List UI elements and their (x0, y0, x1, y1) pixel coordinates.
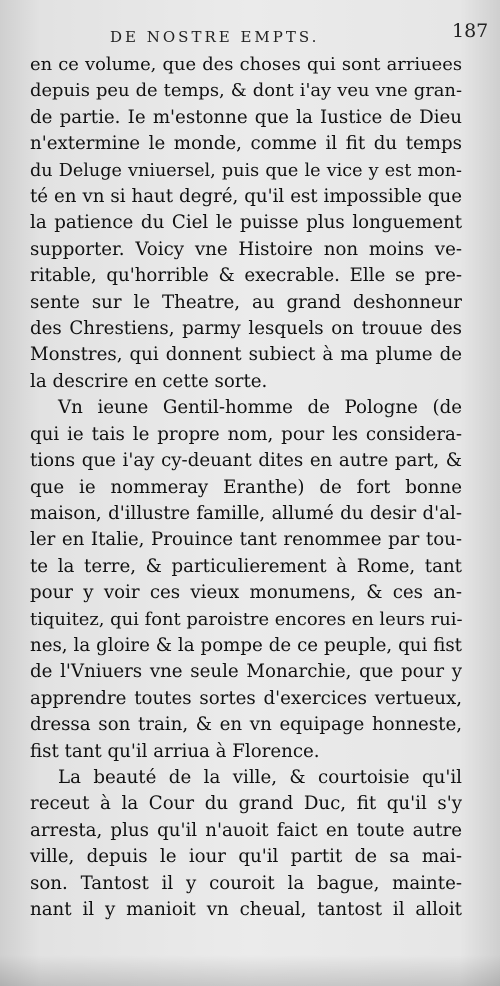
text-line: de l'Vniuers vne seule Monarchie, que pour y (30, 661, 462, 683)
text-line: nes, la gloire & la pompe de ce peuple, qui fist (30, 634, 462, 656)
text-line: de partie. Ie m'estonne que la Iustice de Dieu (30, 106, 462, 128)
text-line: la descrire en cette sorte. (30, 370, 268, 392)
text-line: dressa son train, & en vn equipage honneste, (30, 714, 462, 736)
text-line: supporter. Voicy vne Histoire non moins ve- (30, 238, 462, 260)
text-line: te la terre, & particulierement à Rome, tant (30, 555, 462, 577)
text-line: maison, d'illustre famille, allumé du desir d'al- (30, 502, 462, 524)
text-line: apprendre toutes sortes d'exercices vertueux, (30, 687, 462, 709)
text-line: du Deluge vniuersel, puis que le vice y est mon- (30, 160, 462, 181)
text-line: depuis peu de temps, & dont i'ay veu vne gran- (30, 80, 462, 102)
text-line: en ce volume, que des choses qui sont arriuees (30, 54, 462, 75)
page-number: 187 (452, 20, 489, 42)
paragraph-1 (30, 52, 462, 395)
text-line: qui ie tais le propre nom, pour les considera- (30, 423, 462, 445)
text-line: que ie nommeray Eranthe) de fort bonne (30, 476, 462, 498)
text-line: ritable, qu'horrible & execrable. Elle se pre- (30, 265, 462, 287)
text-line: Monstres, qui donnent subiect à ma plume de (30, 344, 462, 366)
paragraph-2 (30, 395, 462, 765)
page-bottom-shadow (0, 955, 500, 986)
text-line: des Chrestiens, parmy lesquels on trouue des (30, 318, 462, 340)
text-line: ville, depuis le iour qu'il partit de sa mai- (30, 846, 462, 868)
text-line: arresta, plus qu'il n'auoit faict en toute autre (30, 819, 462, 841)
text-line: tiquitez, qui font paroistre encores en leurs rui- (30, 608, 463, 630)
text-line: nant il y manioit vn cheual, tantost il alloit (30, 899, 462, 920)
text-line: receut à la Cour du grand Duc, fit qu'il s'y (30, 793, 462, 815)
paragraph-3 (30, 765, 462, 923)
text-line: sente sur le Theatre, au grand deshonneur (30, 291, 462, 313)
running-head: DE NOSTRE EMPTS. (110, 28, 320, 46)
text-line: pour y voir ces vieux monumens, & ces an- (30, 582, 462, 604)
text-line: La beauté de la ville, & courtoisie qu'il (58, 766, 462, 788)
text-line: n'extermine le monde, comme il fit du temps (30, 133, 462, 155)
text-line: tions que i'ay cy-deuant dites en autre part, & (30, 450, 462, 472)
text-line: té en vn si haut degré, qu'il est impossible que (30, 186, 462, 208)
text-line: la patience du Ciel le puisse plus longuement (30, 212, 462, 234)
text-line: son. Tantost il y couroit la bague, mainte- (30, 872, 462, 894)
text-line: Vn ieune Gentil-homme de Pologne (de (58, 397, 462, 419)
body-text (30, 52, 462, 923)
text-line: fist tant qu'il arriua à Florence. (30, 740, 320, 762)
text-line: ler en Italie, Prouince tant renommee par tou- (30, 529, 462, 551)
